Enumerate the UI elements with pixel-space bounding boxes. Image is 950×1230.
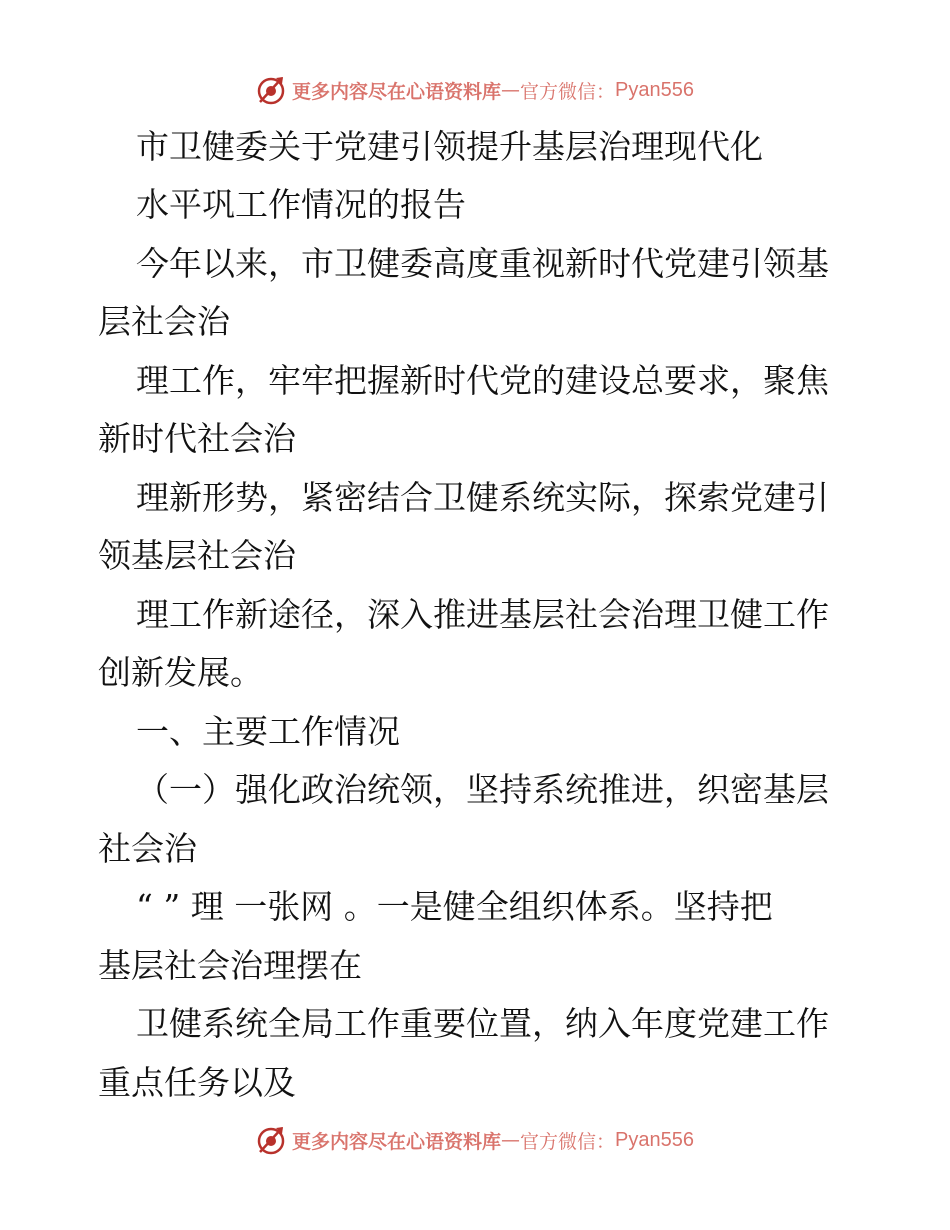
- paragraph-line: 理新形势，紧密结合卫健系统实际，探索党建引: [136, 478, 829, 517]
- section-heading: 一、主要工作情况: [136, 712, 400, 751]
- doc-title-line-1: 市卫健委关于党建引领提升基层治理现代化: [136, 127, 763, 166]
- paragraph-line: 基层社会治理摆在: [98, 946, 362, 985]
- paragraph-line: 创新发展。: [98, 653, 263, 692]
- quill-seal-icon: [256, 75, 286, 105]
- paragraph-line: 重点任务以及: [98, 1063, 296, 1102]
- watermark-separator: —: [501, 1129, 521, 1151]
- paragraph-line: 卫健系统全局工作重要位置，纳入年度党建工作: [136, 1004, 829, 1043]
- watermark-site-text: 更多内容尽在心语资料库: [292, 1130, 502, 1153]
- paragraph-line: 理工作新途径，深入推进基层社会治理卫健工作: [136, 595, 829, 634]
- watermark-site-text: 更多内容尽在心语资料库: [292, 80, 502, 103]
- footer-watermark: [0, 1120, 950, 1160]
- watermark-wechat-label: 官方微信：: [520, 80, 616, 103]
- header-watermark: [0, 70, 950, 110]
- quill-seal-icon: [256, 1125, 286, 1155]
- watermark-wechat-id: Pyan556: [615, 1128, 694, 1151]
- subsection-heading: （一）强化政治统领，坚持系统推进，织密基层: [136, 770, 829, 809]
- paragraph-line: 层社会治: [98, 302, 230, 341]
- doc-title-line-2: 水平巩工作情况的报告: [136, 185, 466, 224]
- paragraph-line: “ ” 理 一张网 。一是健全组织体系。坚持把: [136, 887, 773, 926]
- watermark-wechat-label: 官方微信：: [520, 1130, 616, 1153]
- paragraph-line: 新时代社会治: [98, 419, 296, 458]
- paragraph-line: 领基层社会治: [98, 536, 296, 575]
- paragraph-line: 今年以来，市卫健委高度重视新时代党建引领基: [136, 244, 829, 283]
- paragraph-line: 社会治: [98, 829, 197, 868]
- watermark-wechat-id: Pyan556: [615, 78, 694, 101]
- watermark-separator: —: [501, 79, 521, 101]
- paragraph-line: 理工作，牢牢把握新时代党的建设总要求，聚焦: [136, 361, 829, 400]
